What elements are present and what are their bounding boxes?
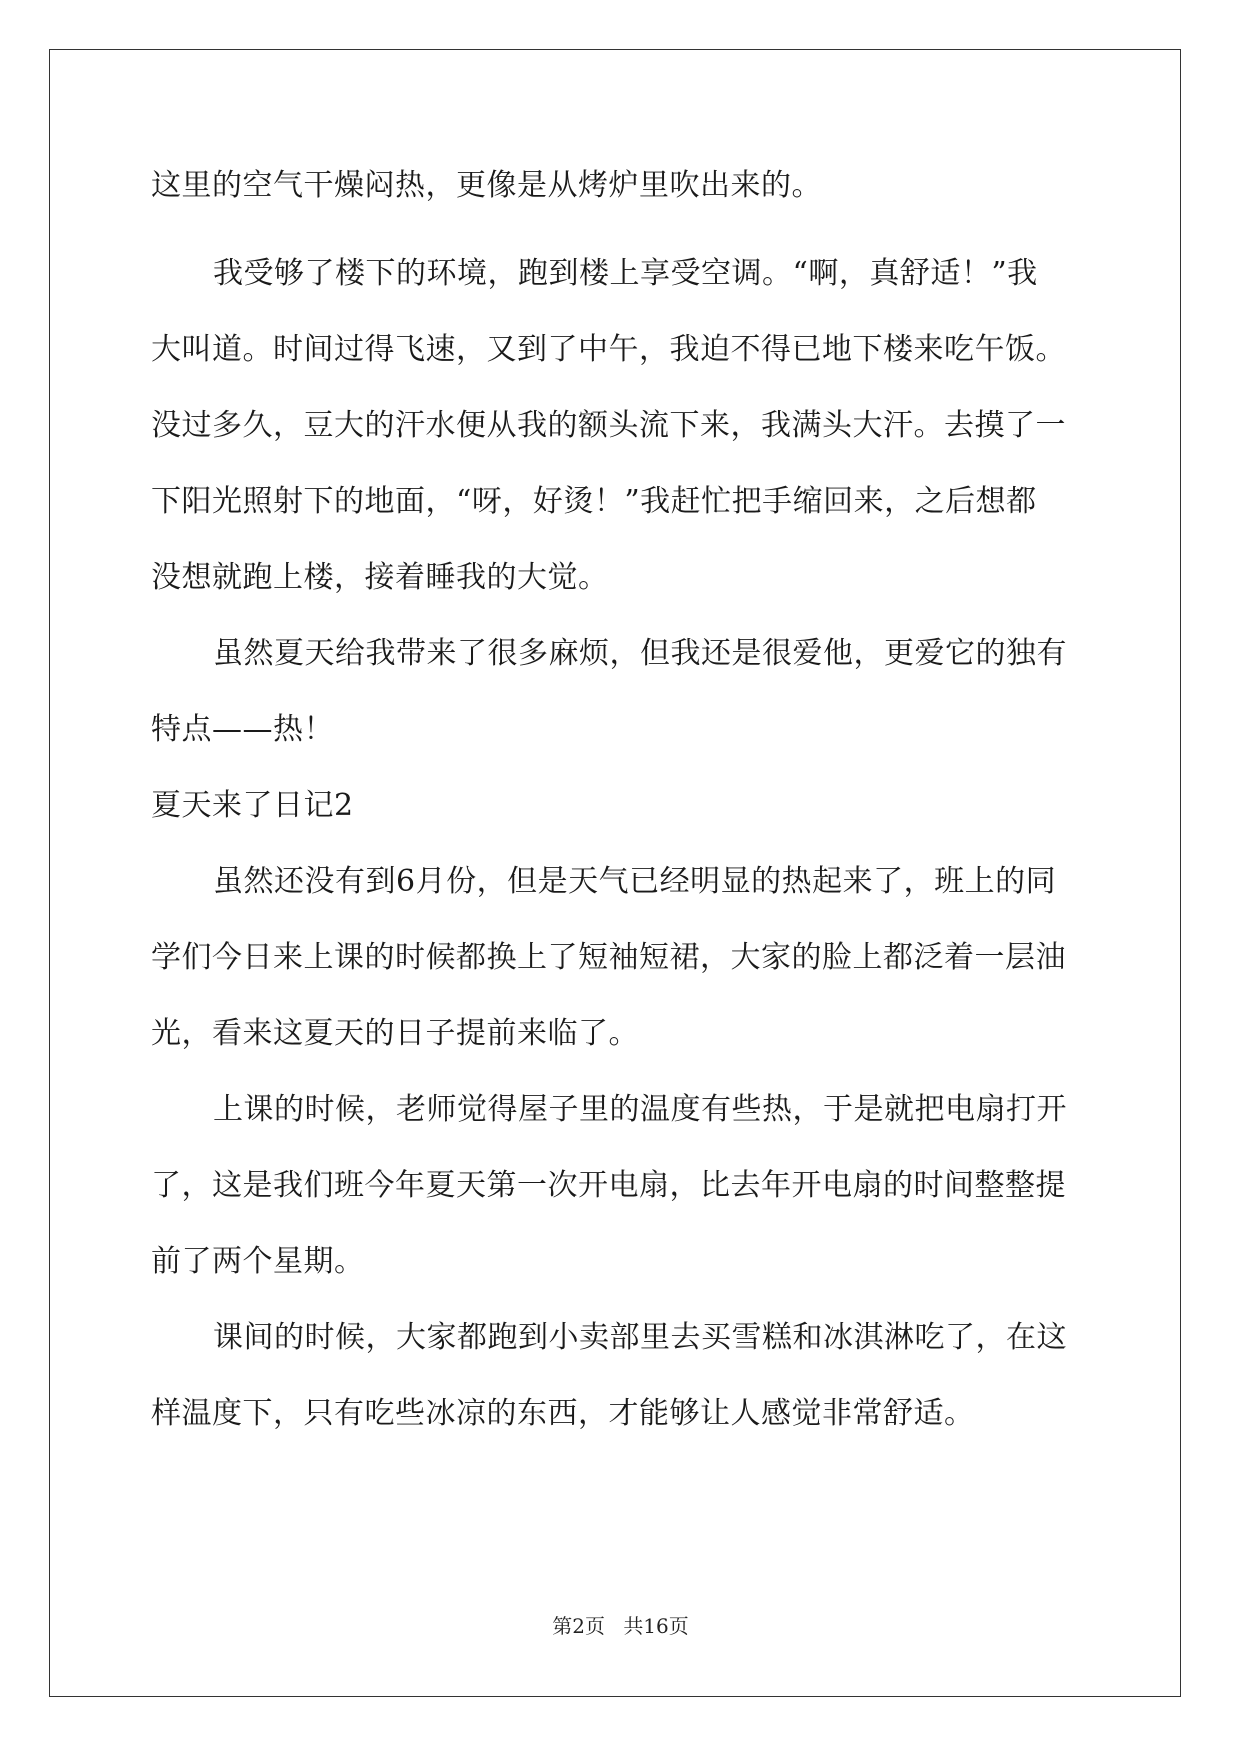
text-line: 上课的时候，老师觉得屋子里的温度有些热，于是就把电扇打开 (213, 1092, 1067, 1127)
page-total: 共16页 (623, 1614, 689, 1638)
text-line: 课间的时候，大家都跑到小卖部里去买雪糕和冰淇淋吃了，在这 (213, 1320, 1067, 1355)
text-line: 光，看来这夏天的日子提前来临了。 (151, 1016, 639, 1051)
text-line: 学们今日来上课的时候都换上了短袖短裙，大家的脸上都泛着一层油 (151, 940, 1066, 975)
text-line: 没想就跑上楼，接着睡我的大觉。 (151, 560, 609, 595)
text-line: 我受够了楼下的环境，跑到楼上享受空调。“啊，真舒适！”我 (213, 256, 1038, 291)
text-line: 没过多久，豆大的汗水便从我的额头流下来，我满头大汗。去摸了一 (151, 408, 1066, 443)
text-line: 前了两个星期。 (151, 1244, 365, 1279)
text-line: 样温度下，只有吃些冰凉的东西，才能够让人感觉非常舒适。 (151, 1396, 975, 1431)
text-line: 虽然夏天给我带来了很多麻烦，但我还是很爱他，更爱它的独有 (213, 636, 1067, 671)
document-body (151, 150, 1081, 1452)
page-footer (0, 1610, 1241, 1639)
text-line: 虽然还没有到6月份，但是天气已经明显的热起来了，班上的同 (213, 864, 1057, 899)
section-heading: 夏天来了日记2 (151, 788, 354, 823)
text-line: 大叫道。时间过得飞速，又到了中午，我迫不得已地下楼来吃午饭。 (151, 332, 1066, 367)
page-number: 第2页 (552, 1614, 605, 1638)
text-line: 了，这是我们班今年夏天第一次开电扇，比去年开电扇的时间整整提 (151, 1168, 1066, 1203)
text-line: 下阳光照射下的地面，“呀，好烫！”我赶忙把手缩回来，之后想都 (151, 484, 1037, 519)
text-line: 这里的空气干燥闷热，更像是从烤炉里吹出来的。 (151, 168, 822, 203)
text-line: 特点——热！ (151, 712, 334, 747)
